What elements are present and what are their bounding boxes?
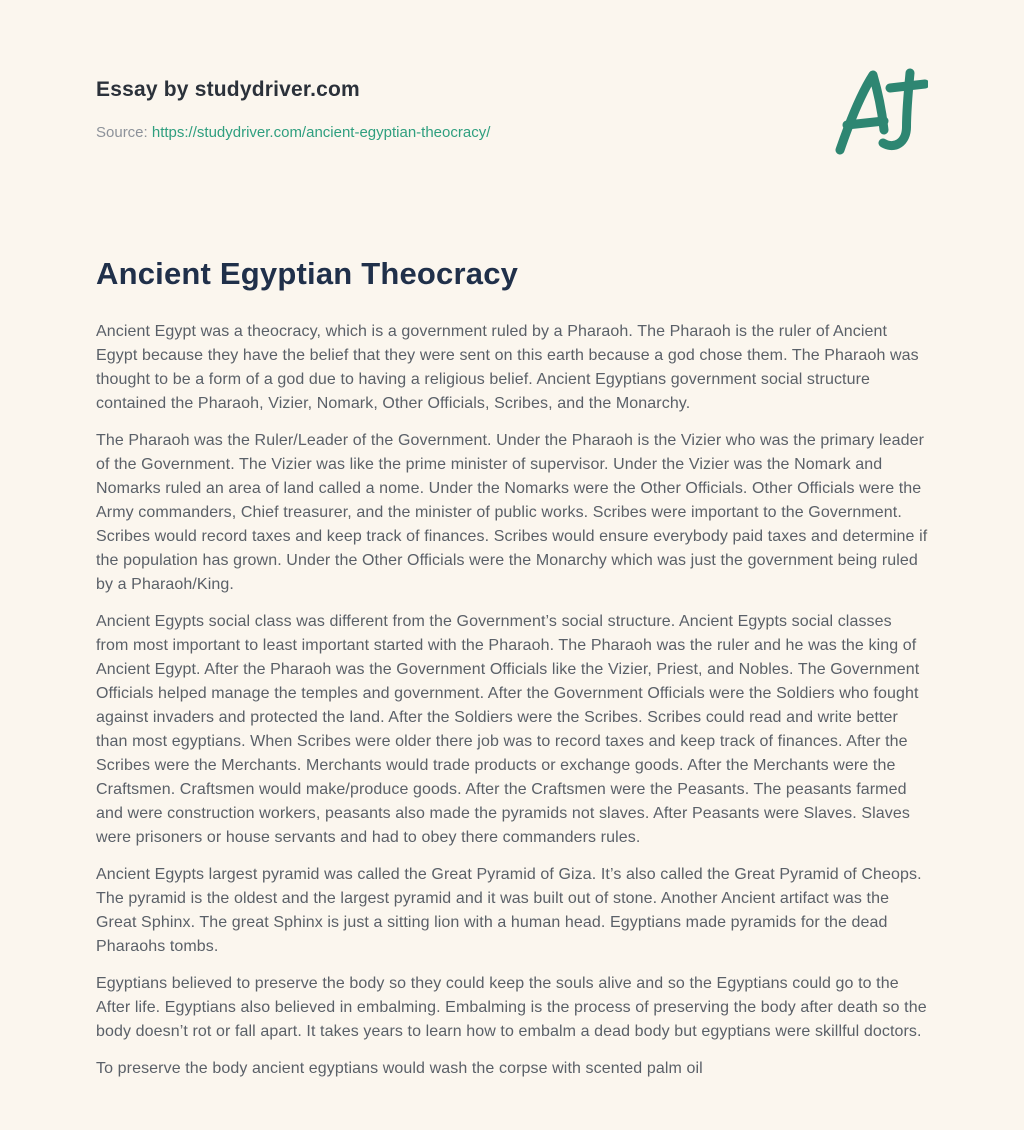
essay-body [96,320,928,1081]
essay-paragraph-6: To preserve the body ancient egyptians would wash the corpse with scented palm oil [96,1060,703,1077]
source-link[interactable]: https://studydriver.com/ancient-egyptian-theocracy/ [151,124,491,141]
studydriver-logo-icon [832,66,928,158]
essay-paragraph-3: Ancient Egypts social class was different from the Government’s social structure. Ancient Egypts social classes from most important to least important started with the Pharaoh. The Pharaoh was the ruler and he was the king of Ancient Egypt. After the Pharaoh was the Government Officials like the Vizier, Priest, and Nobles. The Government Officials helped manage the temples and government. After the Government Officials were the Soldiers who fought against invaders and protected the land. After the Soldiers were the Scribes. Scribes could read and write better than most egyptians. When Scribes were older there job was to record taxes and keep track of finances. After the Scribes were the Merchants. Merchants would trade products or exchange goods. After the Merchants were the Craftsmen. Craftsmen would make/produce goods. After the Craftsmen were the Peasants. The peasants farmed and were construction workers, peasants also made the pyramids not slaves. After Peasants were Slaves. Slaves were prisoners or house servants and had to obey there commanders rules. [96,613,920,846]
essay-paragraph-5: Egyptians believed to preserve the body so they could keep the souls alive and so the Egyptians could go to the After life. Egyptians also believed in embalming. Embalming is the process of preserving the body after death so the body doesn’t rot or fall apart. It takes years to learn how to embalm a dead body but egyptians were skillful doctors. [96,975,927,1040]
essay-content [96,256,928,1081]
byline: Essay by studydriver.com [96,78,360,101]
essay-paragraph-4: Ancient Egypts largest pyramid was called the Great Pyramid of Giza. It’s also called the Great Pyramid of Cheops. The pyramid is the oldest and the largest pyramid and it was built out of stone. Another Ancient artifact was the Great Sphinx. The great Sphinx is just a sitting lion with a human head. Egyptians made pyramids for the dead Pharaohs tombs. [96,866,922,955]
source-line [96,124,490,141]
essay-paragraph-2: The Pharaoh was the Ruler/Leader of the Government. Under the Pharaoh is the Vizier who was the primary leader of the Government. The Vizier was like the prime minister of supervisor. Under the Vizier was the Nomark and Nomarks ruled an area of land called a nome. Under the Nomarks were the Other Officials. Other Officials were the Army commanders, Chief treasurer, and the minister of public works. Scribes were important to the Government. Scribes would record taxes and keep track of finances. Scribes would ensure everybody paid taxes and determine if the population has grown. Under the Other Officials were the Monarchy which was just the government being ruled by a Pharaoh/King. [96,432,928,593]
essay-paragraph-1: Ancient Egypt was a theocracy, which is a government ruled by a Pharaoh. The Pharaoh is the ruler of Ancient Egypt because they have the belief that they were sent on this earth because a god chose them. The Pharaoh was thought to be a form of a god due to having a religious belief. Ancient Egyptians government social structure contained the Pharaoh, Vizier, Nomark, Other Officials, Scribes, and the Monarchy. [96,323,919,412]
header-left [96,74,490,141]
essay-title: Ancient Egyptian Theocracy [96,256,519,291]
page-header [96,74,928,158]
source-label: Source: [96,124,148,141]
